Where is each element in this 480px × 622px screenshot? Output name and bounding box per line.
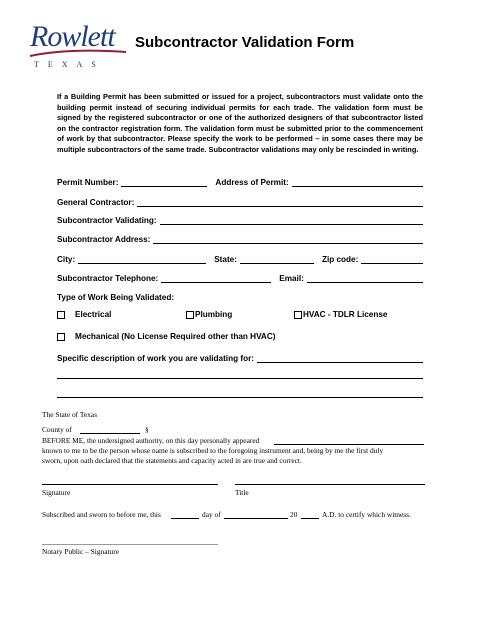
logo-wordmark: Rowlett: [30, 20, 115, 53]
work-type-label: Type of Work Being Validated:: [57, 293, 175, 302]
notary-signature-field[interactable]: [42, 544, 218, 545]
zip-code-field[interactable]: [361, 255, 423, 264]
work-type-row: [57, 290, 423, 302]
known-text-line2: sworn, upon oath declared that the statements and capacity acted in are true and correct.: [42, 456, 302, 465]
subcontractor-validating-label: Subcontractor Validating:: [57, 216, 157, 225]
subcontractor-address-field[interactable]: [153, 235, 423, 244]
address-of-permit-field[interactable]: [292, 178, 423, 187]
specific-description-label: Specific description of work you are validating for:: [57, 354, 254, 363]
plumbing-label: Plumbing: [195, 310, 233, 319]
state-field[interactable]: [240, 255, 314, 264]
known-text-line1: known to me to be the person whose name is subscribed to the foregoing instrument and, being by me the first duly: [42, 446, 384, 455]
year-prefix: 20: [290, 510, 298, 519]
state-label: State:: [214, 255, 237, 264]
telephone-label: Subcontractor Telephone:: [57, 274, 159, 283]
title-field[interactable]: [235, 484, 425, 485]
specific-description-field[interactable]: [257, 354, 423, 363]
permit-row: [57, 175, 423, 187]
subcontractor-address-row: [57, 232, 423, 244]
description-line-3[interactable]: [57, 397, 423, 398]
electrical-label: Electrical: [75, 310, 112, 319]
signature-field[interactable]: [42, 484, 218, 485]
permit-number-field[interactable]: [121, 178, 207, 187]
electrical-checkbox[interactable]: [57, 311, 65, 319]
county-of-label: County of: [42, 425, 72, 434]
signature-label: Signature: [42, 488, 71, 497]
month-field[interactable]: [224, 518, 288, 519]
address-of-permit-label: Address of Permit:: [215, 178, 289, 187]
email-field[interactable]: [307, 274, 423, 283]
electrical-option[interactable]: [57, 310, 111, 319]
year-field[interactable]: [301, 518, 319, 519]
before-me-text: BEFORE ME, the undersigned authority, on this day personally appeared: [42, 436, 260, 445]
notary-signature-label: Notary Public – Signature: [42, 547, 119, 556]
telephone-email-row: [57, 271, 423, 283]
specific-description-row: [57, 351, 423, 363]
title-label: Title: [235, 488, 249, 497]
subcontractor-validating-row: [57, 213, 423, 225]
county-field[interactable]: [80, 433, 140, 434]
state-of-texas: The State of Texas: [42, 410, 97, 419]
certify-text: A.D. to certify which witness.: [322, 510, 411, 519]
subcontractor-validating-field[interactable]: [160, 216, 423, 225]
day-field[interactable]: [171, 518, 199, 519]
logo-swoosh-icon: [28, 46, 128, 60]
logo-state: TEXAS: [34, 60, 105, 69]
form-title: Subcontractor Validation Form: [135, 34, 355, 51]
day-of-text: day of: [202, 510, 221, 519]
subcontractor-address-label: Subcontractor Address:: [57, 235, 151, 244]
plumbing-checkbox[interactable]: [186, 311, 194, 319]
general-contractor-row: [57, 195, 423, 207]
general-contractor-label: General Contractor:: [57, 198, 135, 207]
appeared-name-field[interactable]: [274, 444, 424, 445]
city-label: City:: [57, 255, 76, 264]
subscribed-text: Subscribed and sworn to before me, this: [42, 510, 161, 519]
city-field[interactable]: [78, 255, 206, 264]
mechanical-option[interactable]: [57, 332, 275, 341]
description-line-2[interactable]: [57, 378, 423, 379]
hvac-checkbox[interactable]: [294, 311, 302, 319]
general-contractor-field[interactable]: [137, 198, 423, 207]
intro-paragraph: If a Building Permit has been submitted or issued for a project, subcontractors must validate onto the building permit instead of securing individual permits for each trade. The validation form must be signed by the registered subcontractor or one of the authorized designers of that subcontractor listed on the contractor registration form. The validation form must be submitted prior to the commencement of work by that subcontractor. Please specify the work to be performed – in some cases there may be multiple subcontractors of the same trade. Subcontractor validations may only be rescinded in writing.: [57, 92, 423, 154]
hvac-label: HVAC - TDLR License: [303, 310, 388, 319]
section-mark: §: [145, 425, 149, 434]
telephone-field[interactable]: [161, 274, 271, 283]
email-label: Email:: [279, 274, 304, 283]
permit-number-label: Permit Number:: [57, 178, 119, 187]
hvac-option[interactable]: [294, 310, 387, 319]
plumbing-option[interactable]: [186, 310, 232, 319]
mechanical-checkbox[interactable]: [57, 333, 65, 341]
city-state-zip-row: [57, 252, 423, 264]
zip-code-label: Zip code:: [321, 255, 359, 264]
mechanical-label: Mechanical (No License Required other than HVAC): [75, 332, 276, 341]
